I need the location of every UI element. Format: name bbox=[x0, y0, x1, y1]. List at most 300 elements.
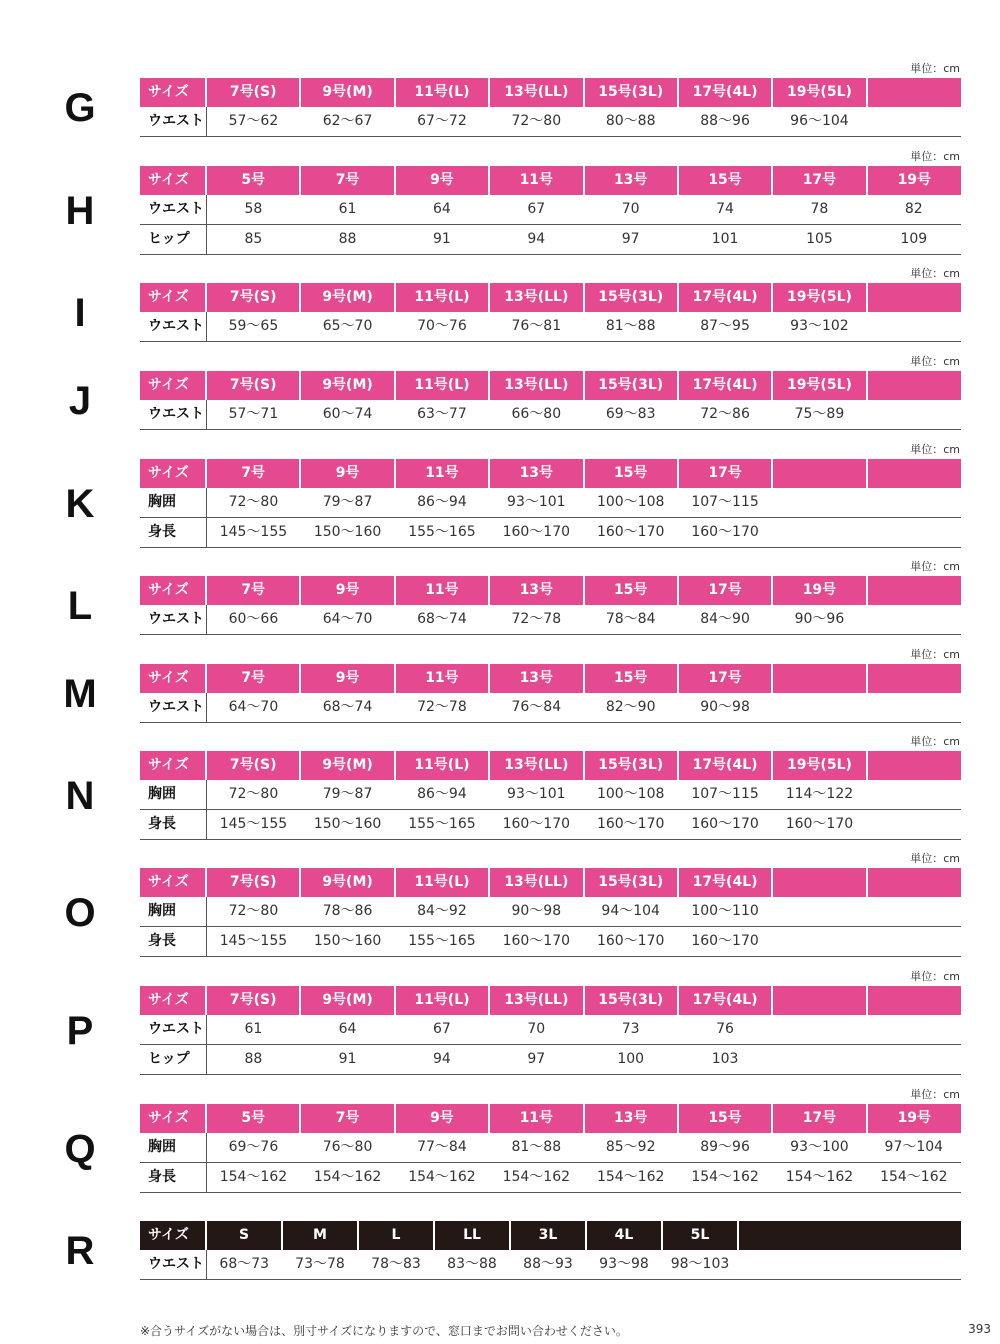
size-table-l bbox=[140, 576, 961, 635]
measurement-label: ウエスト bbox=[140, 312, 206, 342]
size-header-cell bbox=[772, 459, 866, 488]
measurement-value: 84〜90 bbox=[678, 605, 772, 635]
measurement-value: 154〜162 bbox=[489, 1163, 583, 1193]
measurement-value: 93〜100 bbox=[772, 1133, 866, 1163]
measurement-value: 96〜104 bbox=[772, 107, 866, 137]
size-header-cell: 11号 bbox=[395, 664, 489, 693]
measurement-value: 72〜86 bbox=[678, 400, 772, 430]
table-row bbox=[140, 1045, 961, 1075]
measurement-value: 82〜90 bbox=[584, 693, 678, 723]
measurement-value: 74 bbox=[678, 195, 772, 225]
measurement-value: 64〜70 bbox=[300, 605, 394, 635]
measurement-value: 155〜165 bbox=[395, 810, 489, 840]
table-row bbox=[140, 1015, 961, 1045]
table-row bbox=[140, 810, 961, 840]
unit-label: 単位：cm bbox=[910, 150, 960, 163]
size-header-cell: 19号 bbox=[867, 1104, 961, 1133]
measurement-value: 145〜155 bbox=[206, 810, 300, 840]
size-header-cell: 11号(L) bbox=[395, 868, 489, 897]
table-header-row bbox=[140, 1221, 961, 1250]
size-header-cell bbox=[867, 986, 961, 1015]
table-row bbox=[140, 312, 961, 342]
measurement-label: ヒップ bbox=[140, 1045, 206, 1075]
size-header-cell: 17号 bbox=[678, 459, 772, 488]
table-header-row bbox=[140, 576, 961, 605]
size-header-cell: 17号(4L) bbox=[678, 78, 772, 107]
table-row bbox=[140, 605, 961, 635]
size-header-cell: 7号(S) bbox=[206, 283, 300, 312]
measurement-value: 101 bbox=[678, 225, 772, 255]
measurement-value: 70 bbox=[584, 195, 678, 225]
measurement-value: 78〜84 bbox=[584, 605, 678, 635]
size-header-cell bbox=[772, 664, 866, 693]
measurement-value: 160〜170 bbox=[678, 518, 772, 548]
measurement-value: 88 bbox=[300, 225, 394, 255]
measurement-value bbox=[867, 810, 961, 840]
measurement-value bbox=[867, 897, 961, 927]
measurement-value: 85〜92 bbox=[584, 1133, 678, 1163]
measurement-label: ウエスト bbox=[140, 693, 206, 723]
measurement-value: 77〜84 bbox=[395, 1133, 489, 1163]
size-header-cell: 9号 bbox=[300, 664, 394, 693]
measurement-value: 61 bbox=[300, 195, 394, 225]
size-header-cell: 17号 bbox=[772, 1104, 866, 1133]
size-table-g bbox=[140, 78, 961, 137]
size-header-cell: 17号(4L) bbox=[678, 371, 772, 400]
measurement-value: 160〜170 bbox=[489, 927, 583, 957]
table-header-row bbox=[140, 751, 961, 780]
measurement-value: 60〜74 bbox=[300, 400, 394, 430]
size-header-cell: 13号(LL) bbox=[489, 751, 583, 780]
size-header-cell: 11号(L) bbox=[395, 986, 489, 1015]
table-row bbox=[140, 1133, 961, 1163]
measurement-value: 160〜170 bbox=[584, 518, 678, 548]
table-row bbox=[140, 518, 961, 548]
measurement-value: 97 bbox=[584, 225, 678, 255]
measurement-value: 86〜94 bbox=[395, 488, 489, 518]
table-row bbox=[140, 488, 961, 518]
measurement-value: 64 bbox=[395, 195, 489, 225]
size-header-cell: 9号(M) bbox=[300, 868, 394, 897]
measurement-value bbox=[867, 400, 961, 430]
measurement-value: 109 bbox=[867, 225, 961, 255]
measurement-value: 160〜170 bbox=[678, 927, 772, 957]
measurement-value: 91 bbox=[395, 225, 489, 255]
measurement-value bbox=[867, 693, 961, 723]
measurement-value: 160〜170 bbox=[772, 810, 866, 840]
size-header-cell: LL bbox=[434, 1221, 510, 1250]
size-header-cell: L bbox=[358, 1221, 434, 1250]
measurement-label: ウエスト bbox=[140, 400, 206, 430]
measurement-value: 79〜87 bbox=[300, 488, 394, 518]
measurement-value: 76〜80 bbox=[300, 1133, 394, 1163]
table-header-row bbox=[140, 868, 961, 897]
measurement-value: 61 bbox=[206, 1015, 300, 1045]
size-header-cell: 9号(M) bbox=[300, 371, 394, 400]
measurement-value: 83〜88 bbox=[434, 1250, 510, 1280]
size-header-cell: 7号 bbox=[300, 1104, 394, 1133]
size-header-cell: 5号 bbox=[206, 1104, 300, 1133]
measurement-value: 154〜162 bbox=[678, 1163, 772, 1193]
unit-label: 単位：cm bbox=[910, 852, 960, 865]
size-table-q bbox=[140, 1104, 961, 1193]
unit-label: 単位：cm bbox=[910, 970, 960, 983]
size-header-cell: 15号(3L) bbox=[584, 986, 678, 1015]
measurement-value: 94〜104 bbox=[584, 897, 678, 927]
size-header-cell: 17号(4L) bbox=[678, 283, 772, 312]
measurement-value: 81〜88 bbox=[584, 312, 678, 342]
size-header-cell: 7号(S) bbox=[206, 78, 300, 107]
measurement-value: 58 bbox=[206, 195, 300, 225]
size-header-cell: 17号(4L) bbox=[678, 868, 772, 897]
measurement-value: 107〜115 bbox=[678, 488, 772, 518]
size-header-cell bbox=[867, 78, 961, 107]
measurement-value: 154〜162 bbox=[206, 1163, 300, 1193]
measurement-label: 胸囲 bbox=[140, 780, 206, 810]
size-header-cell: 9号 bbox=[300, 576, 394, 605]
measurement-value: 67〜72 bbox=[395, 107, 489, 137]
measurement-value: 93〜102 bbox=[772, 312, 866, 342]
unit-label: 単位：cm bbox=[910, 648, 960, 661]
table-header-row bbox=[140, 371, 961, 400]
size-header-cell: 9号 bbox=[395, 166, 489, 195]
section-letter: H bbox=[65, 189, 95, 233]
size-header-cell bbox=[867, 283, 961, 312]
measurement-value bbox=[867, 1045, 961, 1075]
measurement-value: 155〜165 bbox=[395, 518, 489, 548]
measurement-value: 100〜108 bbox=[584, 780, 678, 810]
table-header-row bbox=[140, 664, 961, 693]
measurement-label: 身長 bbox=[140, 927, 206, 957]
measurement-value: 72〜80 bbox=[489, 107, 583, 137]
measurement-value: 60〜66 bbox=[206, 605, 300, 635]
size-header-cell: 11号(L) bbox=[395, 371, 489, 400]
measurement-value: 114〜122 bbox=[772, 780, 866, 810]
size-header-cell: 11号(L) bbox=[395, 78, 489, 107]
measurement-label: ウエスト bbox=[140, 1015, 206, 1045]
size-header-cell: 15号 bbox=[584, 459, 678, 488]
measurement-label: ウエスト bbox=[140, 107, 206, 137]
measurement-value: 68〜74 bbox=[300, 693, 394, 723]
size-header-label: サイズ bbox=[140, 78, 206, 107]
measurement-value: 103 bbox=[678, 1045, 772, 1075]
size-header-cell: 11号(L) bbox=[395, 751, 489, 780]
section-letter: P bbox=[66, 1009, 94, 1053]
measurement-value: 154〜162 bbox=[867, 1163, 961, 1193]
size-header-label: サイズ bbox=[140, 986, 206, 1015]
section-letter: G bbox=[64, 86, 96, 130]
size-header-cell: 15号(3L) bbox=[584, 868, 678, 897]
size-header-cell: 17号(4L) bbox=[678, 751, 772, 780]
size-header-cell bbox=[867, 371, 961, 400]
size-header-cell bbox=[867, 751, 961, 780]
size-header-cell: 15号 bbox=[678, 166, 772, 195]
section-letter: O bbox=[64, 891, 96, 935]
measurement-value: 76〜84 bbox=[489, 693, 583, 723]
measurement-value: 160〜170 bbox=[489, 810, 583, 840]
measurement-value: 100 bbox=[584, 1045, 678, 1075]
table-header-row bbox=[140, 986, 961, 1015]
size-header-cell: 13号(LL) bbox=[489, 986, 583, 1015]
measurement-value: 90〜98 bbox=[678, 693, 772, 723]
size-table-o bbox=[140, 868, 961, 957]
measurement-value: 155〜165 bbox=[395, 927, 489, 957]
measurement-value: 73 bbox=[584, 1015, 678, 1045]
measurement-value: 154〜162 bbox=[300, 1163, 394, 1193]
measurement-label: 胸囲 bbox=[140, 1133, 206, 1163]
size-header-cell: 13号(LL) bbox=[489, 868, 583, 897]
size-header-cell: 17号 bbox=[678, 576, 772, 605]
size-header-cell: 11号 bbox=[489, 166, 583, 195]
measurement-value: 94 bbox=[489, 225, 583, 255]
size-header-label: サイズ bbox=[140, 576, 206, 605]
measurement-value: 154〜162 bbox=[395, 1163, 489, 1193]
size-header-cell: 9号(M) bbox=[300, 986, 394, 1015]
measurement-value: 76〜81 bbox=[489, 312, 583, 342]
measurement-label: ヒップ bbox=[140, 225, 206, 255]
unit-label: 単位：cm bbox=[910, 443, 960, 456]
measurement-value: 88〜93 bbox=[510, 1250, 586, 1280]
size-header-cell bbox=[772, 986, 866, 1015]
section-letter: L bbox=[67, 584, 93, 628]
measurement-value: 82 bbox=[867, 195, 961, 225]
section-letter: I bbox=[74, 291, 86, 335]
measurement-value: 78〜86 bbox=[300, 897, 394, 927]
measurement-value bbox=[867, 312, 961, 342]
size-header-label: サイズ bbox=[140, 664, 206, 693]
measurement-value: 65〜70 bbox=[300, 312, 394, 342]
measurement-value: 70〜76 bbox=[395, 312, 489, 342]
measurement-value: 70 bbox=[489, 1015, 583, 1045]
size-header-label: サイズ bbox=[140, 371, 206, 400]
size-header-cell: 7号(S) bbox=[206, 751, 300, 780]
size-table-h bbox=[140, 166, 961, 255]
measurement-value: 88〜96 bbox=[678, 107, 772, 137]
measurement-value: 93〜101 bbox=[489, 780, 583, 810]
table-header-row bbox=[140, 166, 961, 195]
size-header-cell: 7号(S) bbox=[206, 371, 300, 400]
unit-label: 単位：cm bbox=[910, 735, 960, 748]
measurement-value: 75〜89 bbox=[772, 400, 866, 430]
size-header-cell: 13号 bbox=[489, 459, 583, 488]
measurement-value bbox=[772, 927, 866, 957]
measurement-value: 90〜96 bbox=[772, 605, 866, 635]
unit-label: 単位：cm bbox=[910, 267, 960, 280]
measurement-value bbox=[867, 927, 961, 957]
measurement-value: 91 bbox=[300, 1045, 394, 1075]
measurement-value bbox=[772, 488, 866, 518]
size-header-cell: 7号(S) bbox=[206, 986, 300, 1015]
measurement-value: 93〜98 bbox=[586, 1250, 662, 1280]
measurement-label: ウエスト bbox=[140, 605, 206, 635]
measurement-value: 72〜80 bbox=[206, 780, 300, 810]
measurement-value: 87〜95 bbox=[678, 312, 772, 342]
size-table-k bbox=[140, 459, 961, 548]
measurement-value: 78 bbox=[772, 195, 866, 225]
size-header-label: サイズ bbox=[140, 751, 206, 780]
measurement-value: 72〜80 bbox=[206, 897, 300, 927]
measurement-value: 69〜76 bbox=[206, 1133, 300, 1163]
measurement-value: 69〜83 bbox=[584, 400, 678, 430]
table-header-row bbox=[140, 78, 961, 107]
measurement-label: 胸囲 bbox=[140, 897, 206, 927]
size-header-cell bbox=[867, 459, 961, 488]
size-header-cell bbox=[772, 868, 866, 897]
measurement-value: 64〜70 bbox=[206, 693, 300, 723]
size-header-cell: 7号 bbox=[206, 664, 300, 693]
measurement-value bbox=[772, 693, 866, 723]
size-header-cell: M bbox=[282, 1221, 358, 1250]
size-header-cell: 3L bbox=[510, 1221, 586, 1250]
size-header-cell: 15号 bbox=[678, 1104, 772, 1133]
measurement-value bbox=[867, 780, 961, 810]
size-header-label: サイズ bbox=[140, 1104, 206, 1133]
size-header-cell: 7号 bbox=[206, 459, 300, 488]
measurement-label: ウエスト bbox=[140, 1250, 206, 1280]
measurement-value: 63〜77 bbox=[395, 400, 489, 430]
measurement-value: 97 bbox=[489, 1045, 583, 1075]
measurement-value: 73〜78 bbox=[282, 1250, 358, 1280]
measurement-value bbox=[772, 897, 866, 927]
measurement-value: 80〜88 bbox=[584, 107, 678, 137]
measurement-value: 62〜67 bbox=[300, 107, 394, 137]
size-header-cell: 13号 bbox=[584, 1104, 678, 1133]
measurement-value: 107〜115 bbox=[678, 780, 772, 810]
section-letter: Q bbox=[64, 1127, 96, 1171]
measurement-value: 105 bbox=[772, 225, 866, 255]
measurement-value: 57〜62 bbox=[206, 107, 300, 137]
size-table-r bbox=[140, 1221, 961, 1280]
size-header-cell: 7号 bbox=[300, 166, 394, 195]
table-row bbox=[140, 195, 961, 225]
measurement-value: 57〜71 bbox=[206, 400, 300, 430]
table-row bbox=[140, 107, 961, 137]
measurement-value: 150〜160 bbox=[300, 518, 394, 548]
unit-label: 単位：cm bbox=[910, 560, 960, 573]
size-header-cell: S bbox=[206, 1221, 282, 1250]
size-header-cell: 15号 bbox=[584, 664, 678, 693]
table-header-row bbox=[140, 459, 961, 488]
measurement-value: 154〜162 bbox=[772, 1163, 866, 1193]
measurement-value: 90〜98 bbox=[489, 897, 583, 927]
size-header-cell: 7号 bbox=[206, 576, 300, 605]
measurement-value: 150〜160 bbox=[300, 810, 394, 840]
measurement-value: 66〜80 bbox=[489, 400, 583, 430]
table-row bbox=[140, 400, 961, 430]
size-header-cell: 15号(3L) bbox=[584, 283, 678, 312]
section-letter: M bbox=[63, 672, 97, 716]
size-header-cell: 19号 bbox=[772, 576, 866, 605]
size-header-cell: 13号 bbox=[489, 576, 583, 605]
footnote: ※合うサイズがない場合は、別寸サイズになりますので、窓口までお問い合わせください。 bbox=[140, 1324, 628, 1338]
measurement-value: 84〜92 bbox=[395, 897, 489, 927]
measurement-value: 97〜104 bbox=[867, 1133, 961, 1163]
table-row bbox=[140, 693, 961, 723]
unit-label: 単位：cm bbox=[910, 62, 960, 75]
measurement-label: 胸囲 bbox=[140, 488, 206, 518]
measurement-value bbox=[867, 1015, 961, 1045]
table-header-row bbox=[140, 1104, 961, 1133]
size-header-cell: 19号(5L) bbox=[772, 283, 866, 312]
size-header-cell: 13号(LL) bbox=[489, 283, 583, 312]
measurement-value: 154〜162 bbox=[584, 1163, 678, 1193]
measurement-label: 身長 bbox=[140, 810, 206, 840]
size-header-cell bbox=[867, 868, 961, 897]
unit-label: 単位：cm bbox=[910, 355, 960, 368]
size-header-cell: 17号 bbox=[678, 664, 772, 693]
measurement-value bbox=[772, 1015, 866, 1045]
measurement-value: 160〜170 bbox=[584, 810, 678, 840]
size-header-cell: 11号 bbox=[395, 459, 489, 488]
measurement-value: 78〜83 bbox=[358, 1250, 434, 1280]
size-header-cell: 13号(LL) bbox=[489, 371, 583, 400]
size-header-cell: 9号(M) bbox=[300, 78, 394, 107]
size-header-cell: 11号 bbox=[489, 1104, 583, 1133]
size-table-n bbox=[140, 751, 961, 840]
measurement-value: 145〜155 bbox=[206, 927, 300, 957]
size-table-i bbox=[140, 283, 961, 342]
size-header-cell: 9号(M) bbox=[300, 283, 394, 312]
measurement-value: 72〜80 bbox=[206, 488, 300, 518]
section-letter: K bbox=[65, 482, 95, 526]
table-row bbox=[140, 1163, 961, 1193]
measurement-value: 160〜170 bbox=[678, 810, 772, 840]
measurement-value: 86〜94 bbox=[395, 780, 489, 810]
page-number: 393 bbox=[968, 1322, 991, 1336]
size-header-cell: 7号(S) bbox=[206, 868, 300, 897]
size-header-cell: 4L bbox=[586, 1221, 662, 1250]
size-header-cell: 15号(3L) bbox=[584, 371, 678, 400]
size-header-cell: 19号(5L) bbox=[772, 78, 866, 107]
size-header-cell: 11号(L) bbox=[395, 283, 489, 312]
size-header-cell: 17号 bbox=[772, 166, 866, 195]
measurement-value: 98〜103 bbox=[662, 1250, 738, 1280]
measurement-value: 100〜108 bbox=[584, 488, 678, 518]
size-header-cell: 5L bbox=[662, 1221, 738, 1250]
measurement-label: 身長 bbox=[140, 518, 206, 548]
size-header-label: サイズ bbox=[140, 283, 206, 312]
table-row bbox=[140, 225, 961, 255]
size-header-cell bbox=[867, 576, 961, 605]
size-header-cell: 13号 bbox=[489, 664, 583, 693]
measurement-value: 94 bbox=[395, 1045, 489, 1075]
measurement-value: 68〜74 bbox=[395, 605, 489, 635]
measurement-value: 150〜160 bbox=[300, 927, 394, 957]
measurement-value: 160〜170 bbox=[489, 518, 583, 548]
measurement-value bbox=[738, 1250, 961, 1280]
measurement-value bbox=[867, 488, 961, 518]
measurement-value: 79〜87 bbox=[300, 780, 394, 810]
size-table-m bbox=[140, 664, 961, 723]
measurement-label: ウエスト bbox=[140, 195, 206, 225]
size-header-cell: 17号(4L) bbox=[678, 986, 772, 1015]
measurement-value: 160〜170 bbox=[584, 927, 678, 957]
measurement-value: 59〜65 bbox=[206, 312, 300, 342]
measurement-value: 93〜101 bbox=[489, 488, 583, 518]
section-letter: R bbox=[65, 1229, 95, 1273]
size-header-cell: 15号(3L) bbox=[584, 78, 678, 107]
size-header-cell: 9号 bbox=[300, 459, 394, 488]
table-row bbox=[140, 1250, 961, 1280]
size-header-label: サイズ bbox=[140, 868, 206, 897]
size-table-j bbox=[140, 371, 961, 430]
table-row bbox=[140, 780, 961, 810]
size-header-cell bbox=[867, 664, 961, 693]
size-header-label: サイズ bbox=[140, 166, 206, 195]
section-letter: N bbox=[65, 774, 95, 818]
measurement-value: 81〜88 bbox=[489, 1133, 583, 1163]
table-header-row bbox=[140, 283, 961, 312]
